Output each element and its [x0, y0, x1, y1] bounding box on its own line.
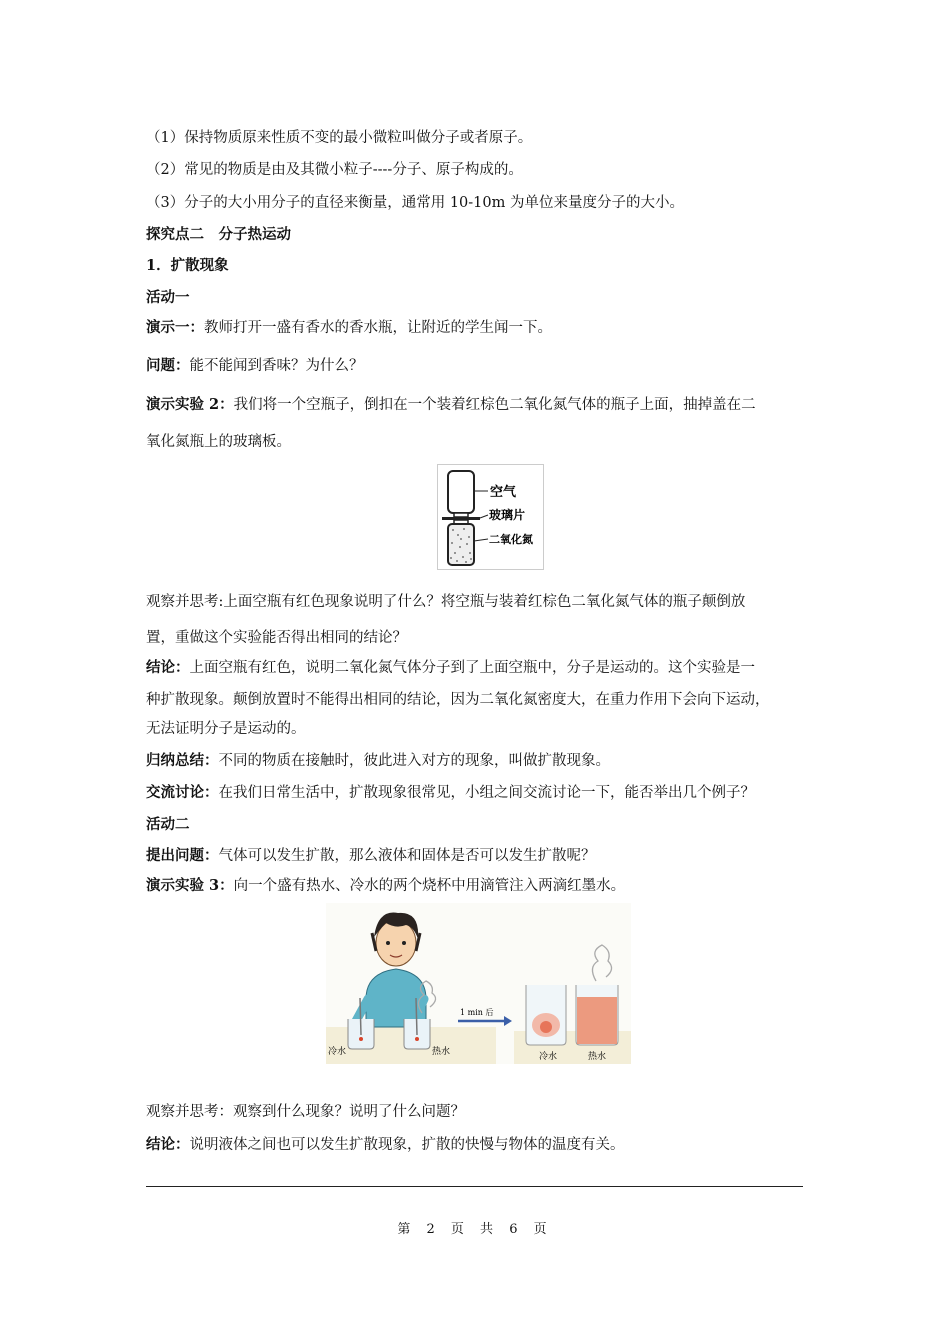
question-1-label: 问题：: [146, 357, 190, 374]
demo-1: [146, 318, 552, 338]
demo-2: [146, 395, 756, 415]
ink-diffusion-illustration: [326, 903, 631, 1064]
conclusion-2-text: 说明液体之间也可以发生扩散现象，扩散的快慢与物体的温度有关。: [189, 1137, 625, 1153]
question-1-text: 能不能闻到香味？为什么？: [189, 358, 364, 374]
activity-heading-1: 活动一: [146, 289, 190, 306]
demo-2-text: 我们将一个空瓶子，倒扣在一个装着红棕色二氧化氮气体的瓶子上面，抽掉盖在二: [233, 397, 756, 413]
summary: [146, 751, 610, 771]
hot-water-label: 热水: [432, 1047, 451, 1057]
upper-bottle-neck: [454, 513, 468, 517]
cold-water-label-after: 冷水: [539, 1052, 558, 1062]
demo-3-text: 向一个盛有热水、冷水的两个烧杯中用滴管注入两滴红墨水。: [233, 878, 626, 894]
page-footer: 第 2 页 共 6 页: [397, 1222, 553, 1237]
demo-1-label: 演示一：: [146, 319, 204, 336]
subsection-heading: 1．扩散现象: [146, 257, 229, 274]
conclusion-1: [146, 658, 755, 678]
ask-question-label: 提出问题：: [146, 847, 219, 864]
conclusion-1-cont2: 无法证明分子是运动的。: [146, 721, 306, 737]
section-heading: 探究点二 分子热运动: [146, 226, 291, 243]
conclusion-1-label: 结论：: [146, 659, 190, 676]
question-1: [146, 356, 364, 376]
gas-diffusion-figure: [437, 464, 544, 570]
arrow-label: 1 min 后: [460, 1008, 494, 1017]
summary-label: 归纳总结：: [146, 752, 219, 769]
ask-question: [146, 846, 596, 866]
ink-diffusion-figure: [326, 903, 631, 1064]
conclusion-1-text: 上面空瓶有红色，说明二氧化氮气体分子到了上面空瓶中，分子是运动的。这个实验是一: [189, 660, 755, 676]
demo-2-label: 演示实验 2：: [146, 396, 234, 413]
cold-water-label: 冷水: [328, 1047, 347, 1057]
demo-1-text: 教师打开一盛有香水的香水瓶，让附近的学生闻一下。: [204, 320, 552, 336]
footer-divider: [146, 1186, 803, 1187]
upper-bottle: [448, 471, 474, 513]
conclusion-2-label: 结论：: [146, 1136, 190, 1153]
demo-3: [146, 876, 625, 896]
discussion-label: 交流讨论：: [146, 784, 219, 801]
leader-no2: [474, 539, 488, 541]
paragraph-2: （2）常见的物质是由及其微小粒子----分子、原子构成的。: [146, 162, 523, 178]
leader-glass: [480, 515, 488, 518]
label-no2: 二氧化氮: [489, 533, 533, 546]
paragraph-3: （3）分子的大小用分子的直径来衡量，通常用 10-10m 为单位来量度分子的大小。: [146, 195, 684, 211]
hot-water-label-after: 热水: [588, 1052, 607, 1062]
conclusion-1-cont: 种扩散现象。颠倒放置时不能得出相同的结论，因为二氧化氮密度大，在重力作用下会向下运动，: [146, 692, 770, 708]
label-glass: 玻璃片: [489, 508, 526, 522]
discussion: [146, 783, 755, 803]
observe-1-cont: 置，重做这个实验能否得出相同的结论？: [146, 630, 407, 646]
conclusion-2: [146, 1135, 625, 1155]
observe-1: 观察并思考:上面空瓶有红色现象说明了什么？将空瓶与装着红棕色二氧化氮气体的瓶子颠倒放: [146, 594, 746, 610]
demo-2-cont: 氧化氮瓶上的玻璃板。: [146, 434, 291, 450]
label-air: 空气: [490, 485, 517, 500]
bottle-diagram: [438, 465, 543, 569]
summary-text: 不同的物质在接触时，彼此进入对方的现象，叫做扩散现象。: [218, 753, 610, 769]
lower-bottle: [448, 524, 474, 565]
demo-3-label: 演示实验 3：: [146, 877, 234, 894]
ask-question-text: 气体可以发生扩散，那么液体和固体是否可以发生扩散呢？: [218, 848, 596, 864]
observe-2: 观察并思考：观察到什么现象？说明了什么问题？: [146, 1104, 465, 1120]
cold-water-beaker-after: [526, 985, 566, 1045]
discussion-text: 在我们日常生活中，扩散现象很常见，小组之间交流讨论一下，能否举出几个例子？: [218, 785, 755, 801]
paragraph-1: （1）保持物质原来性质不变的最小微粒叫做分子或者原子。: [146, 130, 533, 146]
activity-heading-2: 活动二: [146, 816, 190, 833]
